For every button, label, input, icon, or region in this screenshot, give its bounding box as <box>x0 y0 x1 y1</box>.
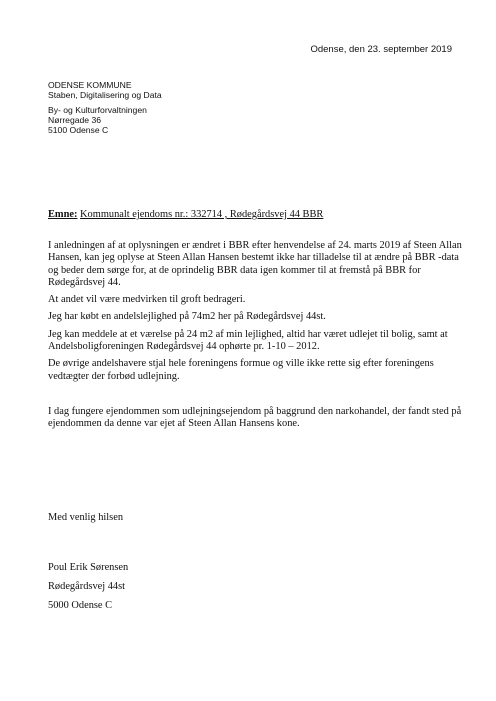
sender-street: Rødegårdsvej 44st <box>48 581 126 592</box>
recipient-unit: By- og Kulturforvaltningen <box>48 105 147 115</box>
subject-line <box>48 208 323 221</box>
body-paragraph: I anledningen af at oplysningen er ændret i BBR efter henvendelse af 24. marts 2019 af Steen Allan Hansen, kan jeg oplyse at Steen Allan Hansen bestemt ikke har tilladelse til at ændre på BBR -data og beder dem sørge for, at de oprindelig BBR data igen kommer til at fremstå på BBR for Rødegårdsvej 44. <box>48 240 462 288</box>
sender-name: Poul Erik Sørensen <box>48 562 129 573</box>
subject-text: Kommunalt ejendoms nr.: 332714 , Rødegårdsvej 44 BBR <box>80 209 324 220</box>
closing-salutation: Med venlig hilsen <box>48 512 124 523</box>
body-paragraph: I dag fungere ejendommen som udlejningsejendom på baggrund den narkohandel, der fandt sted på ejendommen da denne var ejet af Steen Allan Hansens kone. <box>48 405 462 430</box>
letter-body <box>48 240 463 436</box>
recipient-dept: Staben, Digitalisering og Data <box>48 90 162 100</box>
body-paragraph: Jeg har købt en andelslejlighed på 74m2 her på Rødegårdsvej 44st. <box>48 311 326 323</box>
recipient-city: 5100 Odense C <box>48 125 109 135</box>
body-paragraph: Jeg kan meddele at et værelse på 24 m2 af min lejlighed, altid har været udlejet til bolig, samt at Andelsboligforeningen Rødegårdsvej 44 ophørte pr. 1-10 – 2012. <box>48 328 448 353</box>
recipient-address <box>48 80 162 135</box>
body-paragraph: De øvrige andelshavere stjal hele foreningens formue og ville ikke rette sig efter foreningens vedtægter der forbød udlejning. <box>48 358 434 382</box>
body-paragraph: At andet vil være medvirken til groft bedrageri. <box>48 294 246 306</box>
sender-block <box>48 558 128 615</box>
subject-label: Emne: <box>48 209 78 220</box>
dateline: Odense, den 23. september 2019 <box>310 44 452 55</box>
sender-city: 5000 Odense C <box>48 600 113 611</box>
recipient-street: Nørregade 36 <box>48 115 102 125</box>
recipient-org: ODENSE KOMMUNE <box>48 80 132 90</box>
